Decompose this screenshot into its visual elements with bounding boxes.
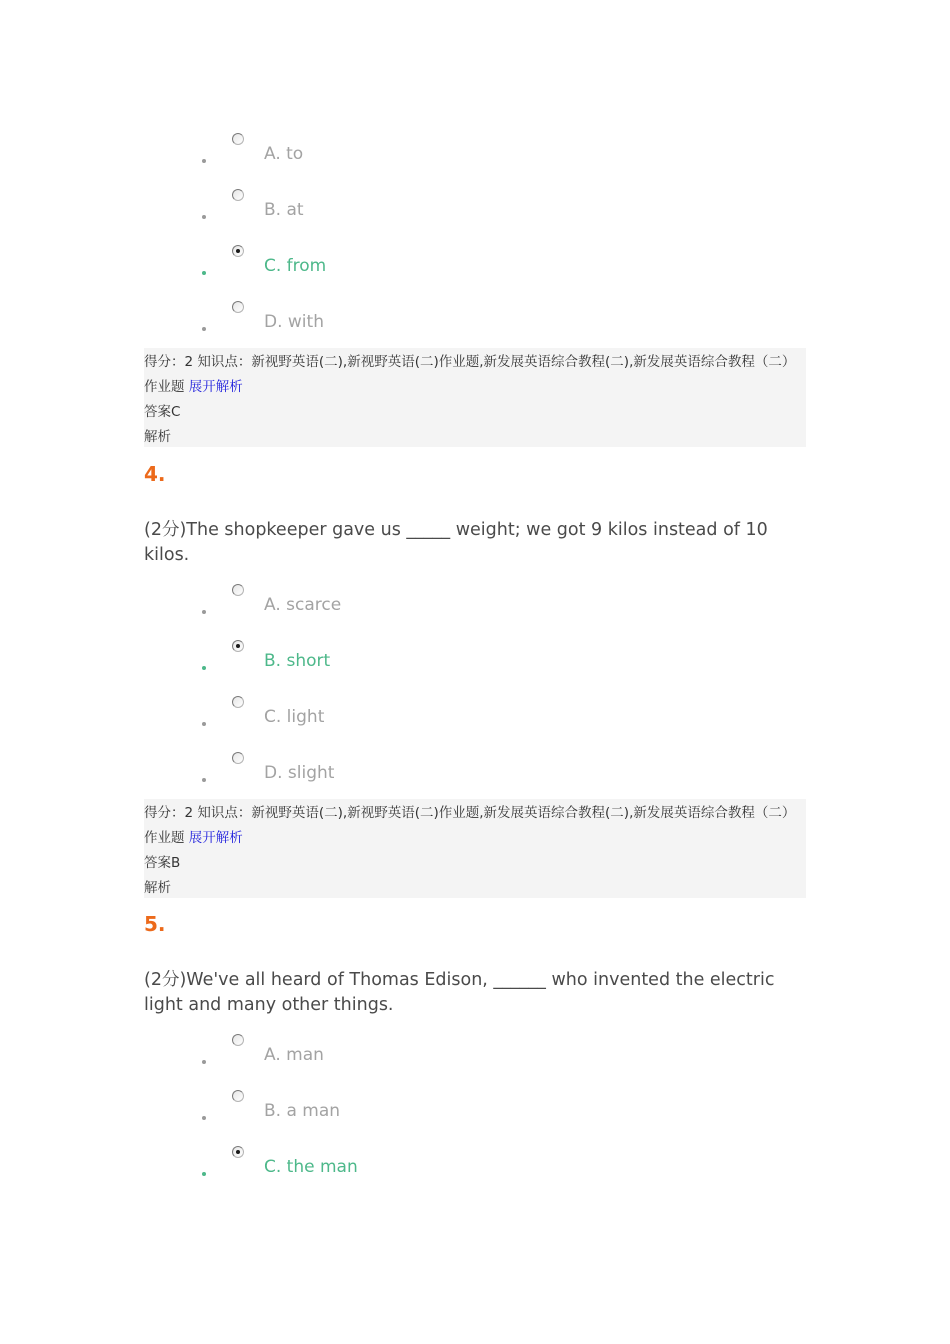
bullet-icon <box>202 327 206 331</box>
analysis-label: 解析 <box>144 880 171 896</box>
analysis-label: 解析 <box>144 429 171 445</box>
question-text: (2分)We've all heard of Thomas Edison, ______ who invented the electric light and many other things. <box>144 970 775 1015</box>
option-label: B. short <box>264 651 331 671</box>
bullet-icon <box>202 778 206 782</box>
option-label: C. the man <box>264 1157 358 1177</box>
score-line <box>144 801 806 851</box>
expand-analysis-link[interactable]: 展开解析 <box>188 830 243 846</box>
answer-meta <box>144 348 806 447</box>
radio-button[interactable] <box>232 1090 244 1102</box>
option-c[interactable] <box>144 245 806 301</box>
radio-button[interactable] <box>232 133 244 145</box>
option-a[interactable] <box>144 584 806 640</box>
bullet-icon <box>202 610 206 614</box>
option-b[interactable] <box>144 189 806 245</box>
score-knowledge-text: 得分：2 知识点：新视野英语(二),新视野英语(二)作业题,新发展英语综合教程(二),新发展英语综合教程（二）作业题 <box>144 805 796 846</box>
option-list <box>144 584 806 799</box>
option-label: D. with <box>264 312 324 332</box>
radio-button[interactable] <box>232 584 244 596</box>
question-text: (2分)The shopkeeper gave us _____ weight; we got 9 kilos instead of 10 kilos. <box>144 520 768 565</box>
answer-text: 答案B <box>144 855 181 871</box>
radio-button-checked[interactable] <box>232 245 244 257</box>
radio-button[interactable] <box>232 696 244 708</box>
bullet-icon <box>202 1060 206 1064</box>
bullet-icon <box>202 1116 206 1120</box>
question-block <box>144 908 806 1202</box>
bullet-icon <box>202 271 206 275</box>
radio-button[interactable] <box>232 301 244 313</box>
bullet-icon <box>202 159 206 163</box>
score-line <box>144 350 806 400</box>
option-list <box>144 133 806 348</box>
option-label: B. at <box>264 200 304 220</box>
option-d[interactable] <box>144 752 806 799</box>
radio-button-checked[interactable] <box>232 640 244 652</box>
radio-button-checked[interactable] <box>232 1146 244 1158</box>
option-label: A. man <box>264 1045 324 1065</box>
radio-button[interactable] <box>232 189 244 201</box>
expand-analysis-link[interactable]: 展开解析 <box>188 379 243 395</box>
bullet-icon <box>202 666 206 670</box>
bullet-icon <box>202 1172 206 1176</box>
option-label: A. to <box>264 144 304 164</box>
option-b[interactable] <box>144 640 806 696</box>
option-label: B. a man <box>264 1101 341 1121</box>
question-number: 5. <box>144 912 166 936</box>
answer-meta <box>144 799 806 898</box>
bullet-icon <box>202 215 206 219</box>
bullet-icon <box>202 722 206 726</box>
option-label: C. from <box>264 256 327 276</box>
option-label: D. slight <box>264 763 335 783</box>
option-a[interactable] <box>144 1034 806 1090</box>
option-b[interactable] <box>144 1090 806 1146</box>
question-block <box>144 133 806 447</box>
option-c[interactable] <box>144 1146 806 1202</box>
option-a[interactable] <box>144 133 806 189</box>
score-knowledge-text: 得分：2 知识点：新视野英语(二),新视野英语(二)作业题,新发展英语综合教程(二),新发展英语综合教程（二）作业题 <box>144 354 796 395</box>
option-label: A. scarce <box>264 595 342 615</box>
question-number: 4. <box>144 462 166 486</box>
option-d[interactable] <box>144 301 806 348</box>
radio-button[interactable] <box>232 752 244 764</box>
radio-button[interactable] <box>232 1034 244 1046</box>
option-label: C. light <box>264 707 325 727</box>
question-block <box>144 458 806 898</box>
option-list <box>144 1034 806 1202</box>
option-c[interactable] <box>144 696 806 752</box>
answer-text: 答案C <box>144 404 181 420</box>
